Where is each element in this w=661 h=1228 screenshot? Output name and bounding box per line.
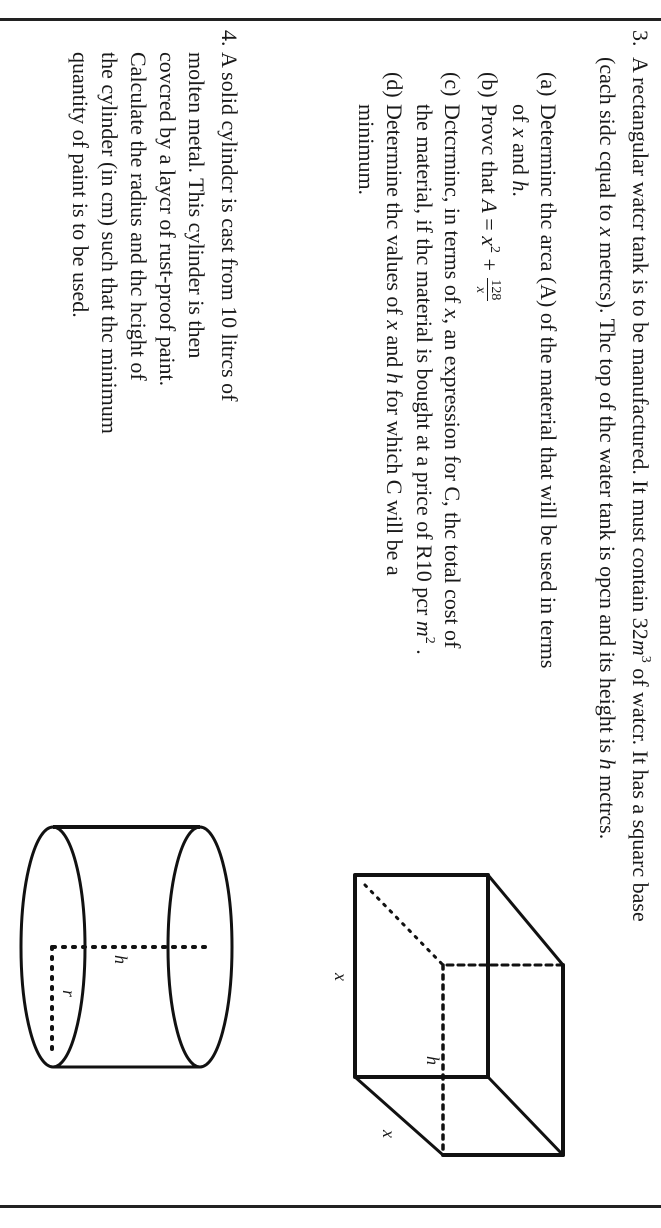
tank-label-x-front: x	[331, 973, 351, 981]
part-d-label: (d)	[382, 72, 407, 98]
part-d-line-2: minimum.	[354, 104, 379, 196]
part-b-label: (b)	[477, 72, 502, 98]
part-a-label: (a)	[536, 72, 561, 97]
question-3-intro-line-1: A rectangular watcr tank is to be manufactured. It must contain $32m^3$ of watcr. It has a squarc base	[628, 57, 653, 922]
question-4-line-2: molten metal. This cylinder is then	[184, 52, 209, 359]
cylinder-label-h: h	[111, 955, 131, 964]
question-3-number: 3.	[628, 30, 653, 47]
part-c-line-1: Dctcrminc, in terms of x, an expression for C, thc total cost of	[440, 104, 465, 649]
question-4-number: 4.	[217, 30, 242, 47]
question-4-line-1: A solid cylindcr is cast from 10 litrcs of	[217, 52, 242, 402]
question-4-line-6: quantity of paint is to be used.	[68, 52, 93, 318]
tank-label-x-depth: x	[379, 1130, 399, 1138]
part-b-text: Provc that $A = x^2$ + 128 x	[472, 104, 503, 301]
part-c-label: (c)	[440, 72, 465, 97]
part-d-line-1: Determine thc values of x and h for which C will be a	[382, 104, 407, 576]
question-4-line-5: the cylinder (in cm) such that thc minimum	[97, 52, 122, 434]
question-3-intro-line-2: (cach sidc cqual to x metrcs). Thc top of thc water tank is opcn and its height is h mctrcs.	[595, 57, 620, 840]
fraction-128-over-x: 128 x	[472, 279, 503, 301]
cylinder-top-ellipse	[168, 827, 232, 1067]
question-4-line-4: Calculate the radius and thc hcight of	[126, 52, 151, 381]
cylinder-label-r: r	[59, 990, 79, 998]
question-4-line-3: covcred by a laycr of rust-proof paint.	[155, 52, 180, 387]
part-a-line-1: Determinc thc arca (A) of the material that will be used in terms	[536, 104, 561, 669]
tank-label-h: h	[423, 1056, 443, 1065]
part-a-line-2: of x and h.	[508, 104, 533, 197]
part-c-line-2: the material, if thc material is bought at a price of R10 pcr $m^2$ .	[412, 104, 437, 655]
